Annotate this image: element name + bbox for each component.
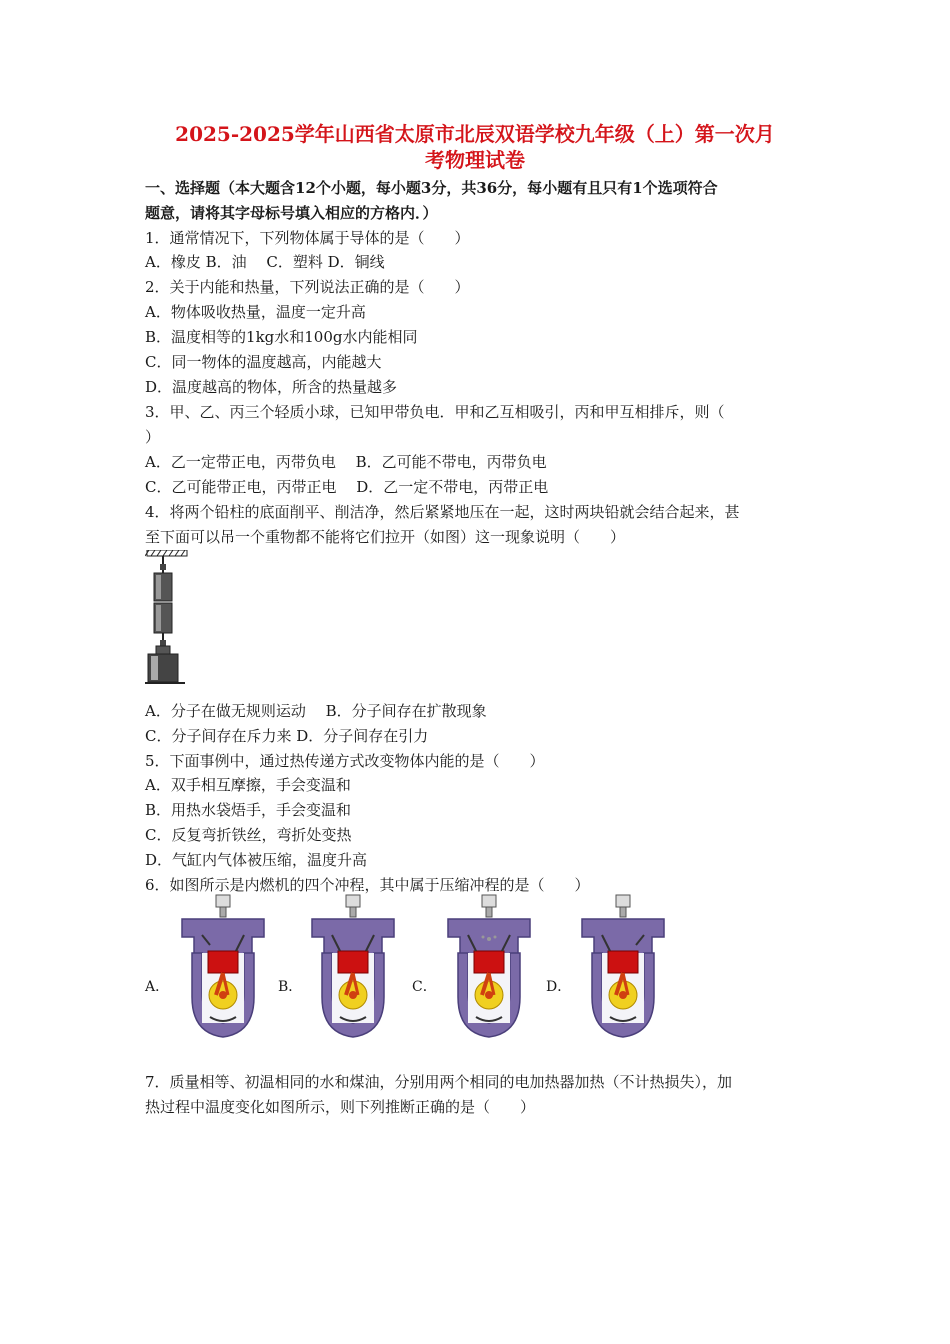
engine-label-b: B． bbox=[278, 979, 303, 995]
question-5-option-b: B．用热水袋焐手，手会变温和 bbox=[145, 801, 352, 819]
question-5-stem: 5．下面事例中，通过热传递方式改变物体内能的是（ ） bbox=[145, 752, 545, 770]
question-4-options-ab: A．分子在做无规则运动 B．分子间存在扩散现象 bbox=[145, 702, 487, 720]
title-line-2: 考物理试卷 bbox=[425, 148, 525, 172]
engine-label-d: D． bbox=[546, 979, 572, 995]
section-header-line-2: 题意，请将其字母标号填入相应的方格内．） bbox=[145, 204, 438, 222]
question-4-stem-line-2: 至下面可以吊一个重物都不能将它们拉开（如图）这一现象说明（ ） bbox=[145, 528, 626, 546]
lead-cylinders-figure bbox=[145, 550, 189, 685]
section-header-line-1: 一、选择题（本大题含12个小题，每小题3分，共36分，每小题有且只有1个选项符合 bbox=[145, 179, 718, 197]
question-3-options-ab: A．乙一定带正电，丙带负电 B．乙可能不带电，丙带负电 bbox=[145, 453, 547, 471]
engine-stroke-a-figure bbox=[170, 893, 276, 1043]
question-4-options-cd: C．分子间存在斥力来 D．分子间存在引力 bbox=[145, 727, 429, 745]
question-3-options-cd: C．乙可能带正电，丙带正电 D．乙一定不带电，丙带正电 bbox=[145, 478, 549, 496]
engine-label-c: C． bbox=[412, 979, 437, 995]
question-3-stem-line-2: ） bbox=[145, 428, 161, 446]
question-2-option-c: C．同一物体的温度越高，内能越大 bbox=[145, 353, 382, 371]
engine-stroke-c-figure bbox=[436, 893, 542, 1043]
question-5-option-d: D．气缸内气体被压缩，温度升高 bbox=[145, 851, 368, 869]
engine-label-a: A． bbox=[145, 979, 170, 995]
exam-title bbox=[130, 121, 820, 173]
engine-stroke-d-figure bbox=[570, 893, 676, 1043]
question-2-option-b: B．温度相等的1kg水和100g水内能相同 bbox=[145, 328, 418, 346]
engine-stroke-b-figure bbox=[300, 893, 406, 1043]
question-1-options: A．橡皮 B．油 C．塑料 D．铜线 bbox=[145, 253, 385, 271]
question-6-stem: 6．如图所示是内燃机的四个冲程，其中属于压缩冲程的是（ ） bbox=[145, 876, 590, 894]
question-7-stem-line-2: 热过程中温度变化如图所示，则下列推断正确的是（ ） bbox=[145, 1098, 536, 1116]
question-3-stem-line-1: 3．甲、乙、丙三个轻质小球，已知甲带负电．甲和乙互相吸引，丙和甲互相排斥，则（ bbox=[145, 403, 725, 421]
question-4-stem-line-1: 4．将两个铅柱的底面削平、削洁净，然后紧紧地压在一起，这时两块铅就会结合起来，甚 bbox=[145, 503, 740, 521]
question-1-stem: 1．通常情况下，下列物体属于导体的是（ ） bbox=[145, 229, 470, 247]
question-2-stem: 2．关于内能和热量，下列说法正确的是（ ） bbox=[145, 278, 470, 296]
title-line-1: 2025-2025学年山西省太原市北辰双语学校九年级（上）第一次月 bbox=[175, 122, 775, 146]
question-2-option-d: D．温度越高的物体，所含的热量越多 bbox=[145, 378, 398, 396]
question-2-option-a: A．物体吸收热量，温度一定升高 bbox=[145, 303, 366, 321]
question-7-stem-line-1: 7．质量相等、初温相同的水和煤油，分别用两个相同的电加热器加热（不计热损失），加 bbox=[145, 1073, 733, 1091]
question-5-option-c: C．反复弯折铁丝，弯折处变热 bbox=[145, 826, 352, 844]
question-5-option-a: A．双手相互摩擦，手会变温和 bbox=[145, 776, 351, 794]
